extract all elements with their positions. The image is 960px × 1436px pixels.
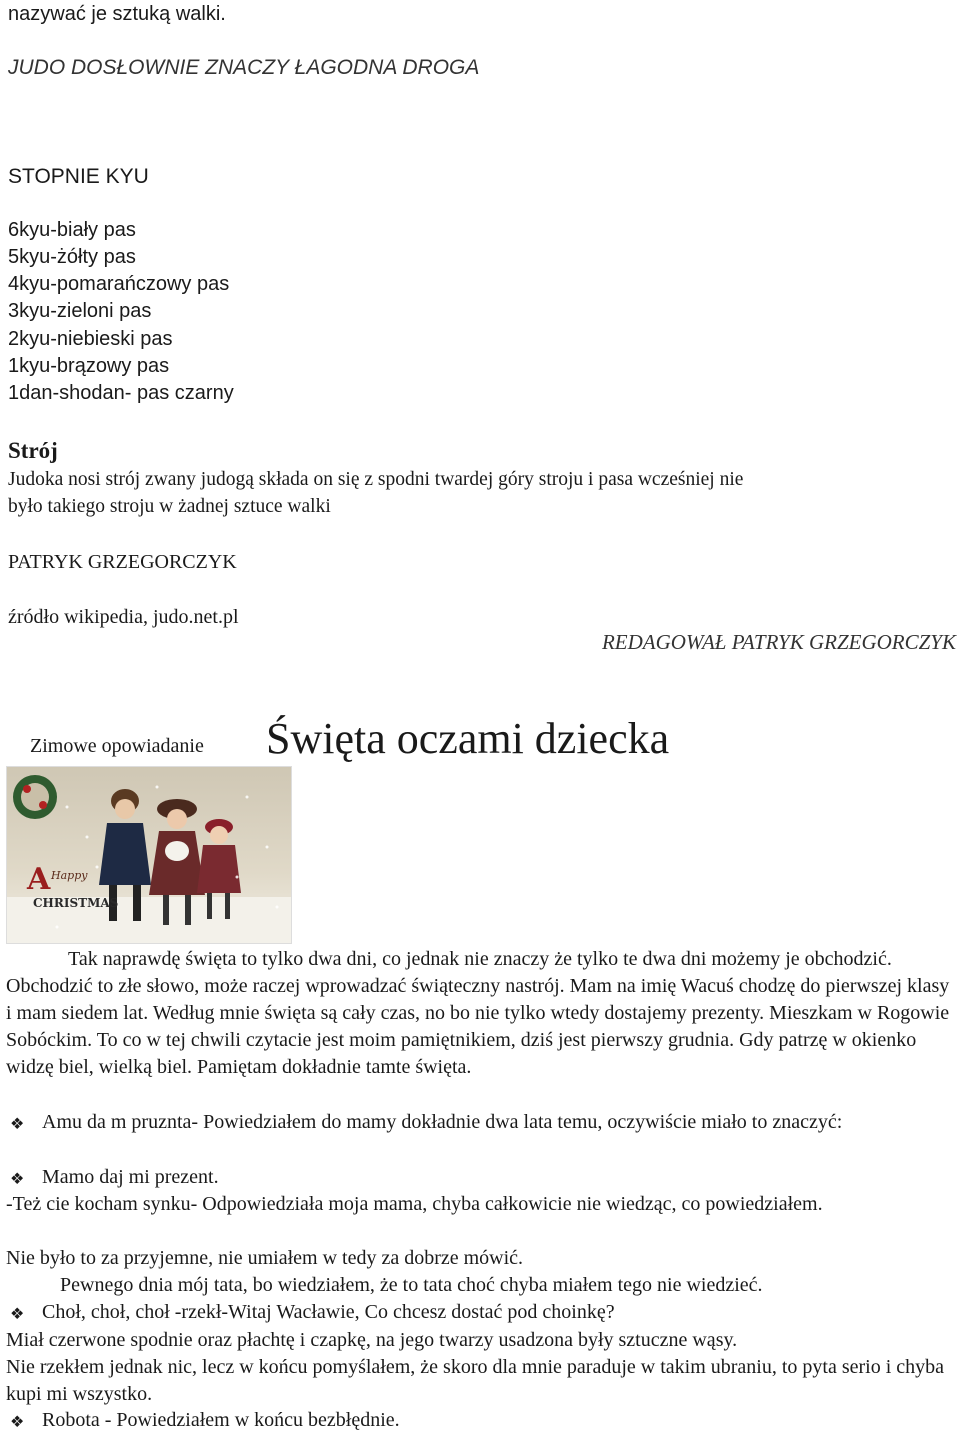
kyu-heading: STOPNIE KYU	[8, 165, 149, 188]
bullet-icon: ❖	[10, 1171, 25, 1188]
kyu-item: 6kyu-biały pas	[8, 219, 136, 241]
stroj-text-line-2: było takiego stroju w żadnej sztuce walki	[8, 496, 331, 517]
story-title: Święta oczami dziecka	[266, 714, 670, 763]
dialogue-text: Amu da m pruznta- Powiedziałem do mamy dokładnie dwa lata temu, oczywiście miało to znaczyć:	[42, 1111, 843, 1133]
edited-by: REDAGOWAŁ PATRYK GRZEGORCZYK	[601, 630, 956, 654]
kyu-item: 3kyu-zieloni pas	[8, 300, 152, 322]
story-paragraph: Miał czerwone spodnie oraz płachtę i czapkę, na jego twarzy usadzona były sztuczne wąsy.	[6, 1329, 738, 1351]
dialogue-bullet	[6, 1109, 952, 1136]
source-note: źródło wikipedia, judo.net.pl	[8, 606, 239, 628]
dialogue-text: Choł, choł, choł -rzekł-Witaj Wacławie, Co chcesz dostać pod choinkę?	[42, 1301, 615, 1323]
story-intro-paragraph: Tak naprawdę święta to tylko dwa dni, co jednak nie znaczy że tylko te dwa dni możemy je obchodzić. Obchodzić to złe słowo, może raczej wprowadzać świąteczny nastrój. Mam na imię Wacuś chodzę do pierwszej klasy i mam siedem lat. Według mnie święta są cały czas, no bo nie tylko wtedy dostajemy prezenty. Mieszkam w Rogowie Sobóckim. To co w tej chwili czytacie jest moim pamiętnikiem, dziś jest pierwszy grudnia. Gdy patrzę w okienko widzę biel, wielką biel. Pamiętam dokładnie tamte święta.	[6, 948, 950, 1078]
kyu-item: 1dan-shodan- pas czarny	[8, 382, 234, 404]
bullet-icon: ❖	[10, 1306, 25, 1323]
author-name: PATRYK GRZEGORCZYK	[8, 551, 237, 573]
story-paragraph: Pewnego dnia mój tata, bo wiedziałem, że to tata choć chyba miałem tego nie wiedzieć.	[60, 1274, 763, 1296]
kyu-item: 1kyu-brązowy pas	[8, 355, 170, 377]
postcard-caption: Happy	[51, 869, 88, 882]
dialogue-bullet	[6, 1299, 952, 1326]
story-paragraph: -Też cie kocham synku- Odpowiedziała moja mama, chyba całkowicie nie wiedząc, co powiedziałem.	[6, 1193, 823, 1215]
kyu-item: 5kyu-żółty pas	[8, 246, 136, 268]
dialogue-text: Mamo daj mi prezent.	[42, 1166, 219, 1188]
postcard-initial: A	[27, 862, 51, 897]
dialogue-bullet	[6, 1164, 952, 1191]
story-label: Zimowe opowiadanie	[30, 735, 204, 757]
kyu-item: 4kyu-pomarańczowy pas	[8, 273, 230, 295]
dialogue-bullet	[6, 1407, 952, 1434]
intro-line: nazywać je sztuką walki.	[8, 3, 226, 25]
postcard-caption: CHRISTMAS	[33, 896, 119, 910]
christmas-postcard-image	[6, 766, 292, 944]
story-paragraph: Nie rzekłem jednak nic, lecz w końcu pomyślałem, że skoro dla mnie paraduje w takim ubraniu, to pyta serio i chyba kupi mi wszystko.	[6, 1356, 945, 1405]
judo-meaning: JUDO DOSŁOWNIE ZNACZY ŁAGODNA DROGA	[8, 56, 480, 79]
dialogue-text: Robota - Powiedziałem w końcu bezbłędnie.	[42, 1409, 400, 1431]
stroj-heading: Strój	[8, 438, 58, 463]
bullet-icon: ❖	[10, 1116, 25, 1133]
bullet-icon: ❖	[10, 1414, 25, 1431]
kyu-item: 2kyu-niebieski pas	[8, 328, 173, 350]
story-paragraph: Nie było to za przyjemne, nie umiałem w tedy za dobrze mówić.	[6, 1247, 524, 1269]
stroj-text-line-1: Judoka nosi strój zwany judogą składa on się z spodni twardej góry stroju i pasa wcześniej nie	[8, 469, 744, 490]
